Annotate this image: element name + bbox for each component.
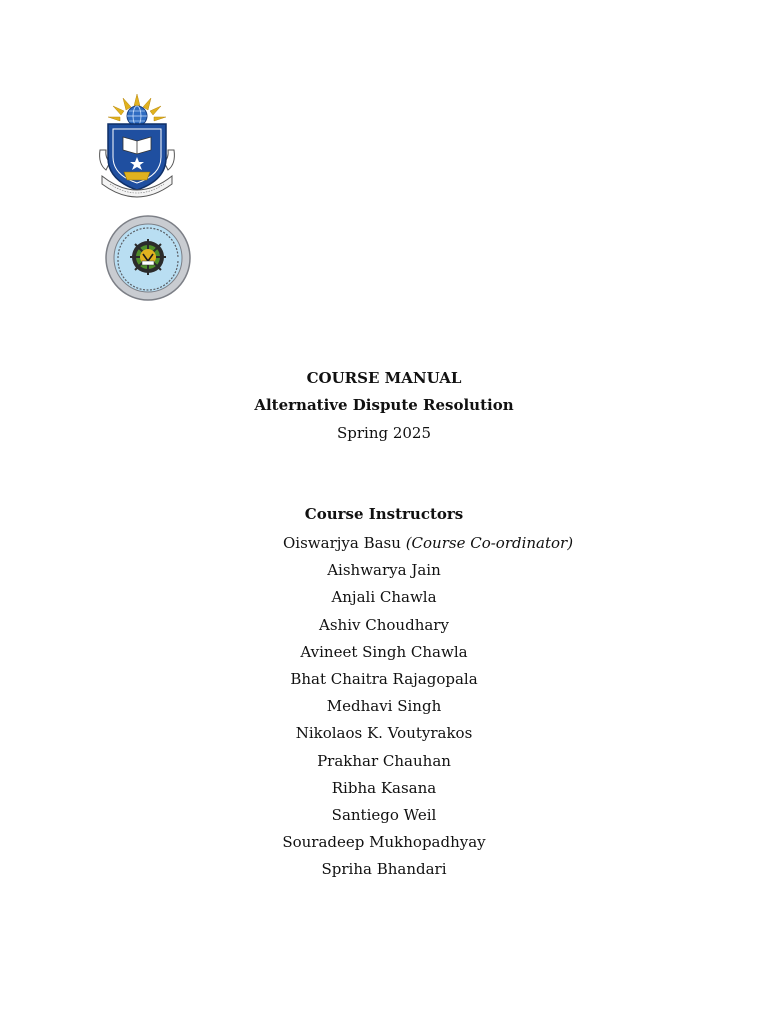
instructor-list xyxy=(0,532,768,885)
instructors-heading: Course Instructors xyxy=(304,505,464,523)
instructor-item: Spriha Bhandari xyxy=(321,860,447,879)
instructor-item: Aishwarya Jain xyxy=(327,561,441,580)
law-school-seal-icon xyxy=(104,213,192,303)
university-crest-icon xyxy=(96,92,178,204)
instructor-item: Ribha Kasana xyxy=(331,778,437,797)
instructor-item: Santiego Weil xyxy=(331,805,437,824)
instructor-item: Souradeep Mukhopadhyay xyxy=(282,833,486,852)
coordinator-role: (Course Co-ordinator) xyxy=(405,534,574,552)
instructor-item: Nikolaos K. Voutyrakos xyxy=(295,724,473,743)
instructor-item-coordinator xyxy=(0,532,768,559)
instructor-item: Ashiv Choudhary xyxy=(319,615,449,634)
course-title: Alternative Dispute Resolution xyxy=(254,396,514,414)
instructor-item: Prakhar Chauhan xyxy=(317,751,451,770)
instructor-item: Anjali Chawla xyxy=(331,588,437,607)
law-school-seal-logo xyxy=(104,213,192,303)
coordinator-name: Oiswarjya Basu xyxy=(283,534,401,552)
instructor-item: Medhavi Singh xyxy=(326,697,442,716)
instructor-item: Avineet Singh Chawla xyxy=(300,642,468,661)
course-term: Spring 2025 xyxy=(336,424,432,442)
university-crest-logo xyxy=(96,92,178,204)
document-heading: COURSE MANUAL xyxy=(306,369,462,387)
instructor-item: Bhat Chaitra Rajagopala xyxy=(290,669,478,688)
